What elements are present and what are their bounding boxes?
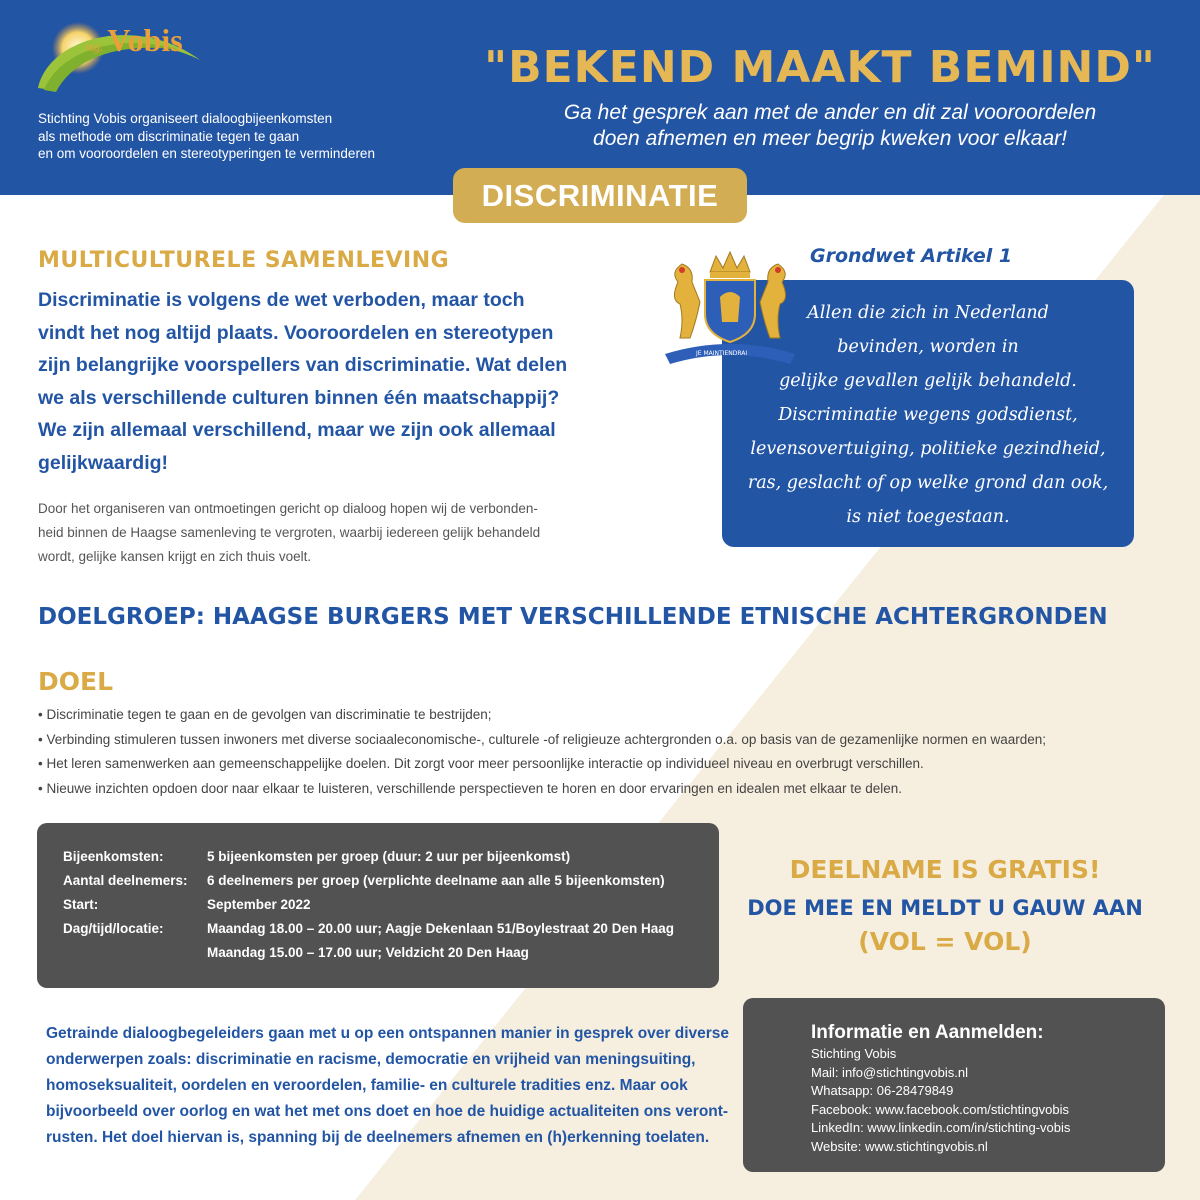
description-line: onderwerpen zoals: discriminatie en racisme, democratie en vrijheid van meningsuiting,: [46, 1051, 696, 1068]
body-line: heid binnen de Haagse samenleving te vergroten, waarbij iedereen gelijk behandeld: [38, 525, 541, 540]
grondwet-line: ras, geslacht of op welke grond dan ook,: [747, 473, 1109, 493]
grondwet-line: bevinden, worden in: [837, 337, 1019, 357]
schedule-value: September 2022: [207, 897, 311, 912]
list-item: • Verbinding stimuleren tussen inwoners met diverse sociaaleconomische-, culturele -of religieuze achtergronden o.a. op basis van de gezamenlijke normen en waarden;: [38, 731, 1047, 747]
schedule-row: [63, 941, 674, 965]
schedule-label: Bijeenkomsten:: [63, 849, 164, 864]
info-website-link[interactable]: Website: www.stichtingvobis.nl: [811, 1138, 988, 1154]
schedule-label: Start:: [63, 897, 99, 912]
target-group-heading: DOELGROEP: HAAGSE BURGERS MET VERSCHILLENDE ETNISCHE ACHTERGRONDEN: [38, 604, 1108, 630]
schedule-value: 6 deelnemers per groep (verplichte deelname aan alle 5 bijeenkomsten): [207, 873, 665, 888]
intro-line: gelijkwaardig!: [38, 451, 169, 474]
schedule-row: [63, 869, 674, 893]
description-line: bijvoorbeeld over oorlog en wat het met ons doet en hoe de huidige actualiteiten ons veront-: [46, 1103, 729, 1120]
org-description-line: Stichting Vobis organiseert dialoogbijeenkomsten: [38, 111, 333, 126]
schedule-row: [63, 893, 674, 917]
org-description: [38, 110, 438, 163]
intro-line: we als verschillende culturen binnen één maatschappij?: [38, 386, 560, 409]
schedule-label: Aantal deelnemers:: [63, 873, 188, 888]
subtitle-line: Ga het gesprek aan met de ander en dit zal vooroordelen: [563, 101, 1097, 124]
org-description-line: als methode om discriminatie tegen te gaan: [38, 128, 300, 144]
participation-full: (VOL = VOL): [858, 927, 1032, 956]
description-line: Getrainde dialoogbegeleiders gaan met u op een ontspannen manier in gesprek over diverse: [46, 1025, 730, 1042]
participation-call: DOE MEE EN MELDT U GAUW AAN: [747, 896, 1143, 920]
description-line: rusten. Het doel hiervan is, spanning bij de deelnemers afnemen en (h)erkenning toelaten.: [46, 1129, 710, 1146]
grondwet-line: gelijke gevallen gelijk behandeld.: [779, 371, 1077, 391]
info-org: Stichting Vobis: [811, 1046, 897, 1061]
coat-motto: JE MAINTIENDRAI: [696, 350, 748, 357]
coat-of-arms-icon: [660, 242, 800, 372]
body-line: Door het organiseren van ontmoetingen gericht op dialoog hopen wij de verbonden-: [38, 501, 538, 516]
dialogue-description: [46, 1021, 746, 1151]
list-item: • Nieuwe inzichten opdoen door naar elkaar te luisteren, verschillende perspectieven te horen en door ervaringen en idealen met elkaar te delen.: [38, 780, 903, 796]
logo-prefix: stg.: [85, 39, 104, 54]
body-line: wordt, gelijke kansen krijgt en zich thuis voelt.: [38, 549, 312, 564]
schedule-row: [63, 845, 674, 869]
doel-list: [38, 703, 1178, 801]
slogan-subtitle: [470, 100, 1190, 152]
description-line: homoseksualiteit, oordelen en veroordelen, familie- en culturele tradities enz. Maar ook: [46, 1077, 688, 1094]
intro-line: vindt het nog altijd plaats. Vooroordelen en stereotypen: [38, 321, 554, 344]
schedule-label: Dag/tijd/locatie:: [63, 921, 164, 936]
schedule-table: [63, 845, 674, 965]
grondwet-line: is niet toegestaan.: [846, 507, 1010, 527]
schedule-value: Maandag 15.00 – 17.00 uur; Veldzicht 20 Den Haag: [207, 945, 529, 960]
grondwet-title: Grondwet Artikel 1: [810, 245, 1013, 267]
info-content: [811, 1020, 1070, 1156]
logo-name: Vobis: [107, 22, 183, 58]
grondwet-line: Discriminatie wegens godsdienst,: [778, 405, 1078, 425]
grondwet-line: Allen die zich in Nederland: [807, 303, 1049, 323]
grondwet-line: levensovertuiging, politieke gezindheid,: [750, 439, 1106, 459]
info-mail-link[interactable]: Mail: info@stichtingvobis.nl: [811, 1064, 968, 1080]
schedule-row: [63, 917, 674, 941]
logo-wordmark: [85, 22, 183, 59]
schedule-label: [63, 941, 207, 965]
list-item: • Discriminatie tegen te gaan en de gevolgen van discriminatie te bestrijden;: [38, 707, 492, 722]
topic-badge: DISCRIMINATIE: [453, 168, 747, 223]
intro-line: Discriminatie is volgens de wet verboden, maar toch: [38, 289, 525, 311]
schedule-value: Maandag 18.00 – 20.00 uur; Aagje Dekenlaan 51/Boylestraat 20 Den Haag: [207, 921, 674, 936]
org-description-line: en om vooroordelen en stereotyperingen te verminderen: [38, 146, 375, 161]
subtitle-line: doen afnemen en meer begrip kweken voor elkaar!: [593, 127, 1067, 150]
info-facebook-link[interactable]: Facebook: www.facebook.com/stichtingvobis: [811, 1101, 1069, 1117]
info-whatsapp: Whatsapp: 06-28479849: [811, 1083, 954, 1098]
section-title-multicultural: MULTICULTURELE SAMENLEVING: [38, 248, 450, 273]
slogan-heading: "BEKEND MAAKT BEMIND": [484, 42, 1156, 93]
list-item: • Het leren samenwerken aan gemeenschappelijke doelen. Dit zorgt voor meer persoonlijke interactie op individueel niveau en overbrugt verschillen.: [38, 756, 924, 771]
participation-free: DEELNAME IS GRATIS!: [789, 855, 1101, 884]
info-title: Informatie en Aanmelden:: [811, 1022, 1044, 1043]
intro-line: zijn belangrijke voorspellers van discriminatie. Wat delen: [38, 354, 568, 376]
section-intro: [38, 284, 598, 479]
intro-line: We zijn allemaal verschillend, maar we zijn ook allemaal: [38, 419, 556, 441]
header-banner: [0, 0, 1200, 195]
info-linkedin-link[interactable]: LinkedIn: www.linkedin.com/in/stichting-vobis: [811, 1120, 1071, 1135]
schedule-value: 5 bijeenkomsten per groep (duur: 2 uur per bijeenkomst): [207, 849, 571, 864]
section-body: [38, 497, 598, 569]
doel-title: DOEL: [38, 667, 114, 696]
